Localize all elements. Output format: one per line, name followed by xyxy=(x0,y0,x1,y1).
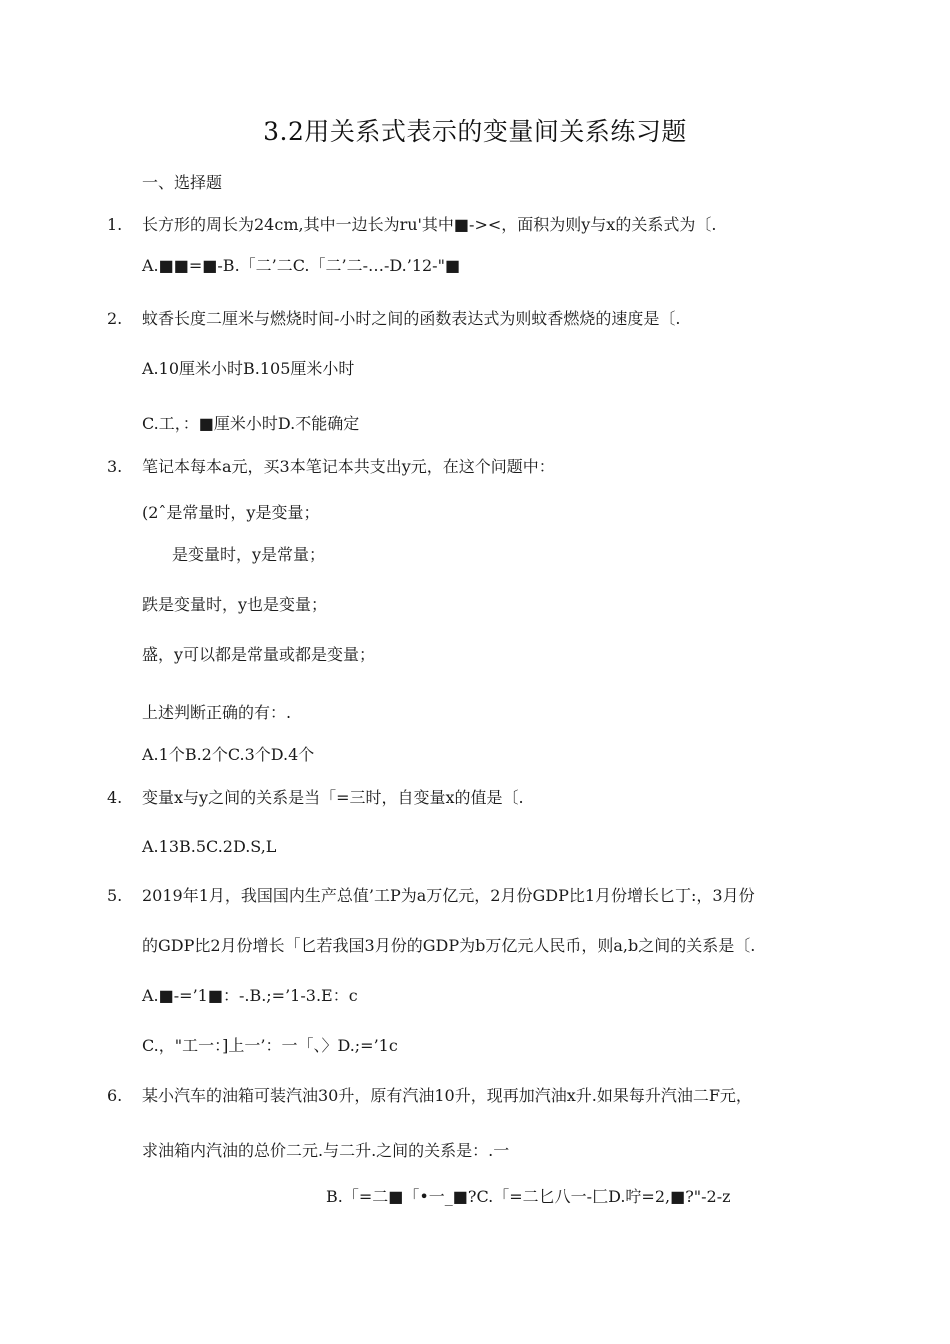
answer-options: C.工，：■厘米小时D.不能确定 xyxy=(142,414,360,433)
question-stem: 求油箱内汽油的总价二元.与二升.之间的关系是：.一 xyxy=(142,1141,510,1160)
answer-options: B.「=二■「•一_■?C.「=二匕八一-匚D.咛=2,■?"-2-z xyxy=(326,1187,731,1206)
statement: 盛，y可以都是常量或都是变量； xyxy=(142,645,376,664)
question-number: 5. xyxy=(107,886,123,905)
question-number: 2. xyxy=(107,309,123,328)
answer-options: A.■-=’1■：-.B.;=’1-3.E：c xyxy=(142,986,358,1005)
statement: 跌是变量时，y也是变量； xyxy=(142,595,328,614)
statement: 上述判断正确的有：. xyxy=(142,703,292,722)
question-number: 3. xyxy=(107,457,123,476)
answer-options: C.，"工一：]上一’：一「、〉D.;=’1c xyxy=(142,1036,398,1055)
question-number: 1. xyxy=(107,215,123,234)
question-stem: 某小汽车的油箱可装汽油30升，原有汽油10升，现再加汽油x升.如果每升汽油二F元， xyxy=(142,1086,752,1105)
question-stem: 2019年1月，我国国内生产总值’工P为a万亿元，2月份GDP比1月份增长匕丁:，3月份 xyxy=(142,886,755,905)
question-stem: 笔记本每本a元，买3本笔记本共支出y元，在这个问题中： xyxy=(142,457,555,476)
question-number: 4. xyxy=(107,788,123,807)
answer-options: A.1个B.2个C.3个D.4个 xyxy=(142,745,315,764)
question-stem: 蚊香长度二厘米与燃烧时间-小时之间的函数表达式为则蚊香燃烧的速度是〔. xyxy=(142,309,681,328)
question-stem: 长方形的周长为24cm,其中一边长为ru'其中■-><，面积为则y与x的关系式为〔. xyxy=(142,215,717,234)
question-stem: 的GDP比2月份增长「匕若我国3月份的GDP为b万亿元人民币，则a,b之间的关系是〔. xyxy=(142,936,756,955)
question-stem: 变量x与y之间的关系是当「=三时，自变量x的值是〔. xyxy=(142,788,524,807)
section-heading: 一、选择题 xyxy=(142,173,223,192)
question-number: 6. xyxy=(107,1086,123,1105)
statement: 是变量时，y是常量； xyxy=(172,545,326,564)
statement: (2ˆ是常量时，y是变量； xyxy=(142,503,320,522)
answer-options: A.13B.5C.2D.S,L xyxy=(142,837,277,856)
answer-options: A.■■=■-B.「二’二C.「二’二-…-D.’12-"■ xyxy=(142,256,461,275)
answer-options: A.10厘米小时B.105厘米小时 xyxy=(142,359,355,378)
page-title: 3.2用关系式表示的变量间关系练习题 xyxy=(263,117,687,146)
